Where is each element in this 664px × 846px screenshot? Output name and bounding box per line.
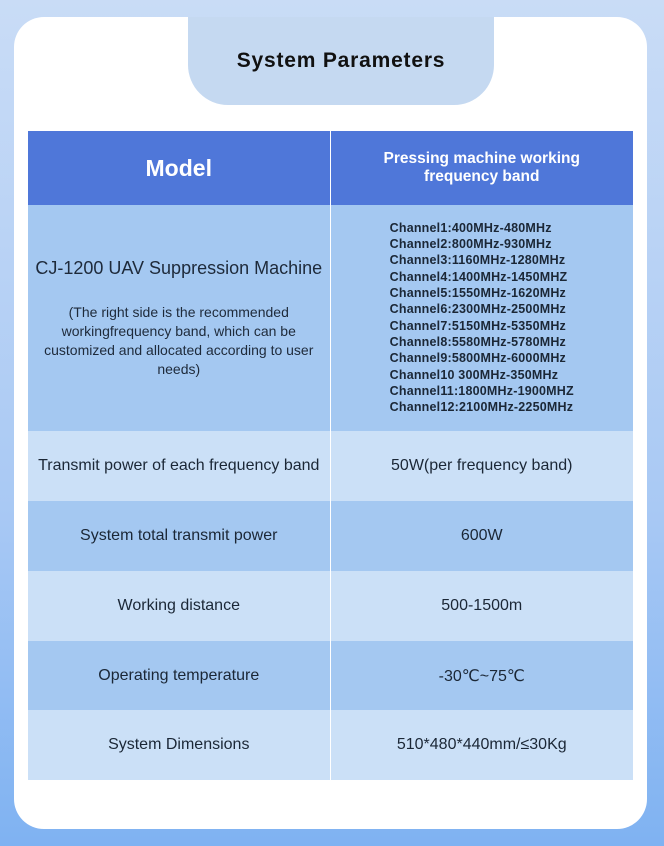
- channel-item: Channel5:1550MHz-1620MHz: [389, 286, 567, 301]
- model-note: (The right side is the recommended workingfrequency band, which can be customized and allocated according to user needs): [44, 303, 314, 377]
- channel-item: Channel4:1400MHz-1450MHZ: [389, 269, 568, 284]
- channel-item: Channel11:1800MHz-1900MHZ: [389, 383, 574, 398]
- channel-list: [390, 220, 574, 416]
- table-row: [28, 501, 633, 571]
- row-label: Transmit power of each frequency band: [28, 431, 330, 501]
- page-title: System Parameters: [236, 49, 446, 72]
- row-value: -30℃~75℃: [330, 641, 633, 710]
- header-model-label: Model: [145, 154, 212, 181]
- row-value: 500-1500m: [330, 571, 633, 641]
- table-row: [28, 431, 633, 501]
- table-row-model: [28, 205, 633, 431]
- header-band: [330, 131, 633, 205]
- channel-item: Channel6:2300MHz-2500MHz: [389, 302, 567, 317]
- channels-cell: [330, 205, 633, 431]
- model-name: CJ-1200 UAV Suppression Machine: [35, 257, 323, 278]
- channel-item: Channel9:5800MHz-6000MHz: [389, 351, 567, 366]
- model-cell: [28, 205, 330, 431]
- channel-item: Channel3:1160MHz-1280MHz: [389, 253, 566, 268]
- channel-item: Channel12:2100MHz-2250MHz: [389, 400, 574, 415]
- row-value: 50W(per frequency band): [330, 431, 633, 501]
- table-row: [28, 571, 633, 641]
- title-tab: [188, 17, 494, 105]
- channel-item: Channel1:400MHz-480MHz: [389, 220, 552, 235]
- table-row: [28, 710, 633, 780]
- table-row: [28, 641, 633, 710]
- channel-item: Channel10 300MHz-350MHz: [389, 367, 559, 382]
- parameters-table: [28, 131, 633, 780]
- row-value: 510*480*440mm/≤30Kg: [330, 710, 633, 780]
- header-model: [28, 131, 330, 205]
- row-value: 600W: [330, 501, 633, 571]
- channel-item: Channel8:5580MHz-5780MHz: [389, 334, 567, 349]
- channel-item: Channel7:5150MHz-5350MHz: [389, 318, 567, 333]
- table-header-row: [28, 131, 633, 205]
- row-label: Working distance: [28, 571, 330, 641]
- header-band-label: Pressing machine working frequency band: [383, 150, 580, 185]
- row-label: System total transmit power: [28, 501, 330, 571]
- row-label: System Dimensions: [28, 710, 330, 780]
- channel-item: Channel2:800MHz-930MHz: [389, 237, 552, 252]
- row-label: Operating temperature: [28, 641, 330, 710]
